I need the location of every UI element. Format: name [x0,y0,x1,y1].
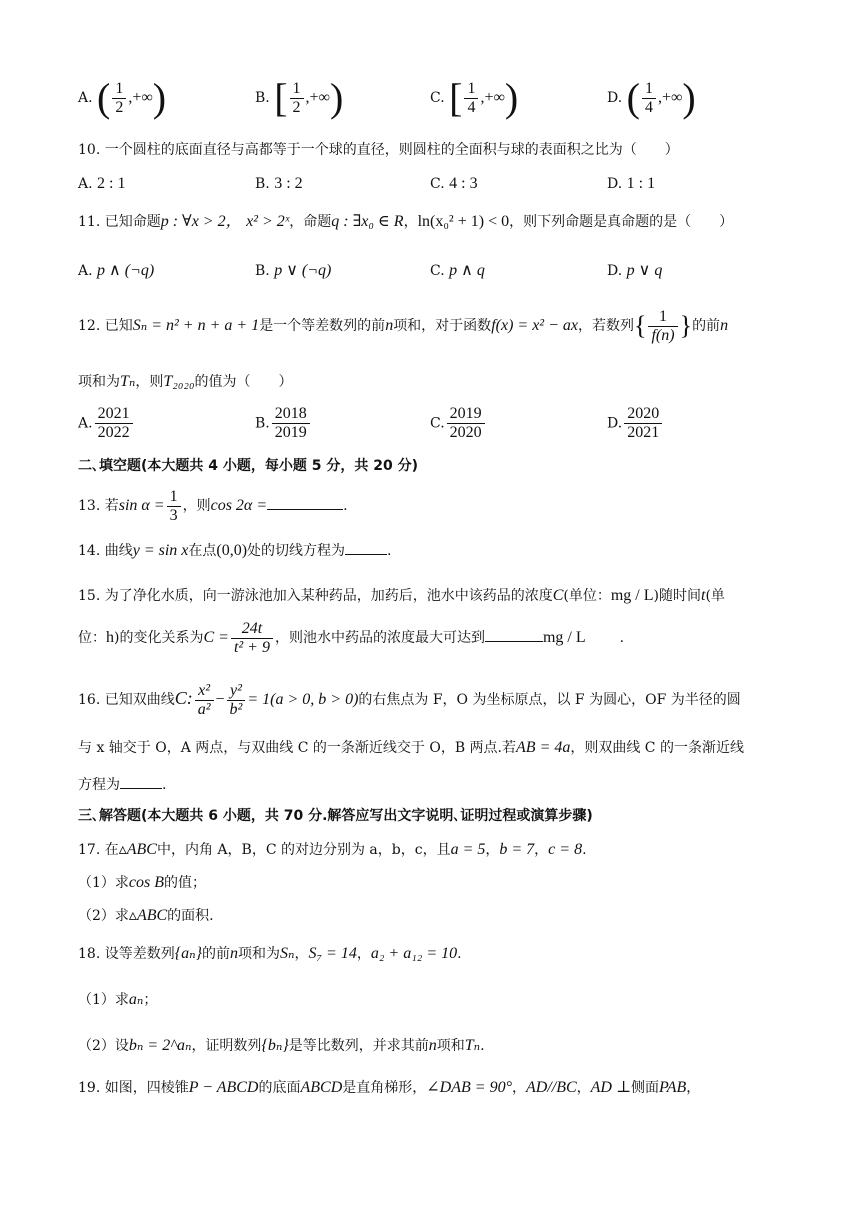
math: T₂₀₂₀ [163,373,195,390]
fraction [648,308,677,345]
option-letter: D. [607,176,623,192]
math: cos 2α = [210,497,268,514]
q18-part1 [78,990,157,1010]
denominator: 3 [169,506,178,524]
math: ∠DAB = 90° [426,1079,512,1096]
numerator: x² [195,682,214,701]
question-number: 16. [78,692,101,708]
math: a₂ + a₁₂ = 10 [370,945,458,962]
stem-text: 位： [78,630,106,646]
stem-text: . [582,842,587,858]
fraction [447,405,485,442]
stem-text: (单位： [563,588,611,604]
interval-tail: ,+∞ [480,89,505,106]
fraction [624,405,662,442]
q12-option-d [607,405,664,442]
q12-stem-line2 [78,372,293,392]
stem-text: 与 x 轴交于 O，A 两点，与双曲线 C 的一条渐近线交于 O，B 两点.若 [78,740,517,756]
math: {bₙ} [261,1037,289,1054]
stem-text: 项和为 [78,374,120,390]
numerator: 1 [642,80,656,99]
numerator: 1 [290,80,304,99]
stem-text: 的值为（ ） [194,374,293,390]
math: f(x) = x² − ax [491,317,578,334]
stem-text: ， [576,1080,591,1096]
question-number: 13. [78,498,101,514]
stem-text: （2）求 [78,908,129,924]
stem-text: 的面积. [167,908,214,924]
option-value: 4 : 3 [449,175,478,192]
math: AD ⊥ [590,1079,632,1096]
q12-option-a [78,405,135,442]
q17-part2 [78,906,214,926]
q9-option-d [607,75,696,120]
paren: ) [682,75,696,120]
q11-option-a [78,260,154,280]
q12-option-b [255,405,312,442]
paren: ( [97,75,111,120]
numerator: 1 [464,80,478,99]
option-letter: B. [255,176,270,192]
option-letter: D. [607,263,623,279]
option-value: 1 : 1 [626,175,656,192]
paren: ) [152,75,167,120]
option-letter: D. [607,415,623,432]
stem-text: 已知双曲线 [104,692,175,708]
q16-stem [78,676,741,722]
math: p : ∀x > 2， [160,213,242,230]
math: (0,0) [216,542,248,559]
q18-part2 [78,1036,485,1056]
numerator: 1 [167,488,181,507]
stem-text: (单 [705,588,725,604]
denominator: f(n) [651,326,675,344]
stem-text: ，则池水中药品的浓度最大可达到 [274,630,485,646]
section-heading-solutions: 三､解答题(本大题共 6 小题，共 70 分.解答应写出文字说明､证明过程或演算步骤) [78,808,593,824]
option-letter: C. [430,176,445,192]
stem-text: 的值； [164,875,207,891]
q14-stem [78,540,392,561]
numerator: 1 [648,308,677,327]
stem-text: 19. 如图，四棱锥 [78,1080,189,1096]
denominator: 2 [115,98,124,116]
q10-option-d [607,175,655,193]
math: aₙ [128,991,144,1008]
stem-text: . [387,543,392,559]
interval-tail: ,+∞ [128,89,153,106]
stem-text: 的右焦点为 F，O 为坐标原点，以 F 为圆心，OF 为半径的圆 [358,692,741,708]
numerator: 2021 [95,405,133,424]
math: sin α = [118,497,165,514]
denominator: 2022 [97,424,130,441]
stem-text: ，则 [182,498,211,514]
stem-text: ， [294,946,309,962]
stem-text: ，则下列命题是真命题的是（ ） [509,214,734,230]
q9-option-c [430,75,519,120]
stem-text: 是直角梯形， [342,1080,427,1096]
q15-stem-line2 [78,618,624,658]
stem-text: 的底面 [258,1080,301,1096]
stem-text: 已知 [104,318,133,334]
math: cos B [128,874,165,891]
q10-option-c [430,175,478,193]
math: C [552,587,564,604]
denominator: 2019 [274,424,307,441]
math: PAB [659,1079,687,1096]
math: C = [203,629,229,646]
paren: ) [329,75,344,120]
fraction [195,682,214,719]
question-number: 12. [78,318,101,334]
fraction [464,80,478,117]
option-letter: A. [78,415,93,432]
option-letter: B. [255,415,270,432]
math: ABCD [300,1079,343,1096]
q16-stem-line3 [78,774,166,795]
stem-text: 是等比数列，并求其前 [288,1038,429,1054]
paren: ) [504,75,519,120]
math: n [230,945,238,962]
numerator: 24t [231,620,273,639]
math: Tₙ [464,1037,481,1054]
math: a = 5 [450,841,486,858]
math: Sₙ [280,945,295,962]
stem-text: ，则双曲线 C 的一条渐近线 [570,740,744,756]
answer-blank[interactable] [267,495,343,510]
stem-text: 的前 [692,318,721,334]
numerator: y² [227,682,246,701]
stem-text: ， [534,842,549,858]
question-number: 14. [78,543,101,559]
stem-text: ，证明数列 [191,1038,262,1054]
stem-text: ， [356,946,371,962]
stem-text: )随时间 [653,588,701,604]
math: − [215,691,225,708]
stem-text: 17. 在 [78,842,119,858]
stem-text: 15. 为了净化水质，向一游泳池加入某种药品，加药后，池水中该药品的浓度 [78,588,553,604]
stem-text: . [162,777,167,793]
option-letter: B. [255,263,270,279]
stem-text: 的前 [202,946,230,962]
q11-option-d [607,260,662,280]
math: P − ABCD [188,1079,259,1096]
q18-stem [78,944,462,964]
paren: [ [274,75,288,120]
stem-text: . [343,498,348,514]
answer-blank[interactable] [120,774,162,789]
option-letter: A. [78,176,93,192]
stem-text: 在点 [188,543,217,559]
math: = 1(a > 0, b > 0) [247,691,359,708]
stem-text: 已知命题 [104,214,161,230]
interval-tail: ,+∞ [657,89,683,106]
option-value: 2 : 1 [97,175,126,192]
brace: } [679,311,693,340]
q17-part1 [78,873,206,893]
option-letter: C. [430,90,445,106]
option-letter: D. [607,90,623,106]
stem-text: . [457,946,462,962]
denominator: 2021 [627,424,660,441]
q9-option-a [78,75,167,120]
q10-option-b [255,175,303,193]
unit: mg / L [542,629,586,646]
paren: [ [449,75,463,120]
math: C: [174,688,193,708]
denominator: 4 [644,98,653,116]
stem-text: ； [143,992,158,1008]
section-heading-fill-in: 二､填空题(本大题共 4 小题，每小题 5 分，共 20 分) [78,458,419,474]
option-value: p ∨ q [626,262,663,279]
stem-text: ，则 [135,374,164,390]
denominator: 4 [467,98,476,116]
stem-text: 若 [104,498,119,514]
stem-text: 18. 设等差数列 [78,946,175,962]
numerator: 2020 [624,405,662,424]
stem-text: 项和为 [238,946,280,962]
math: n [428,1037,437,1054]
numerator: 2019 [447,405,485,424]
math: b = 7 [499,841,535,858]
math: Tₙ [120,373,136,390]
stem-text: 侧面 [631,1080,660,1096]
q10-option-a [78,175,125,193]
q11-option-b [255,260,331,280]
math: q : ∃x₀ ∈ R [331,213,404,230]
fraction [290,80,304,117]
q13-stem [78,486,348,526]
math: n [385,317,394,334]
stem-text: 项和，对于函数 [393,318,492,334]
option-letter: A. [78,263,93,279]
fraction [642,80,656,117]
fraction [272,405,310,442]
math: t [701,587,706,604]
q11-option-c [430,260,485,280]
stem-text: 中，内角 A，B，C 的对边分别为 a，b，c，且 [156,842,451,858]
fraction [227,682,246,719]
stem-text: . [619,630,625,646]
option-value: p ∨ (¬q) [274,262,332,279]
math: ▵ABC [128,907,168,924]
stem-text: 曲线 [104,543,133,559]
brace: { [633,311,647,340]
q9-option-b [255,75,344,120]
unit: h [106,629,114,646]
numerator: 2018 [272,405,310,424]
stem-text: （2）设 [78,1038,129,1054]
paren: ( [626,75,640,120]
stem-text: ， [686,1080,701,1096]
option-letter: C. [430,263,445,279]
q12-option-c [430,405,487,442]
q12-stem [78,306,728,346]
answer-blank[interactable] [345,540,387,555]
stem-text: 项和 [436,1038,465,1054]
stem-text: 是一个等差数列的前 [259,318,386,334]
math: {aₙ} [174,945,202,962]
option-value: 3 : 2 [274,175,303,192]
denominator: 2020 [449,424,482,441]
math: x² > 2ˣ [246,213,290,230]
stem-text: . [480,1038,485,1054]
q10-stem: 10. 一个圆柱的底面直径与高都等于一个球的直径，则圆柱的全面积与球的表面积之比为（ ） [78,142,679,158]
fraction [231,620,273,657]
option-value: p ∧ q [449,262,485,279]
math: Sₙ = n² + n + a + 1 [132,317,260,334]
fraction [95,405,133,442]
stem-text: ，若数列 [577,318,634,334]
stem-text: )的变化关系为 [114,630,204,646]
numerator: 1 [112,80,126,99]
q16-stem-line2 [78,738,744,758]
math: ▵ABC [118,841,157,858]
q15-stem [78,586,725,606]
denominator: b² [229,700,243,718]
math: ln(x₀² + 1) < 0 [417,213,510,230]
q17-stem [78,840,587,860]
math: c = 8 [548,841,583,858]
math: S₇ = 14 [308,945,357,962]
option-letter: B. [255,90,270,106]
math: y = sin x [132,542,189,559]
denominator: 2 [292,98,301,116]
q11-stem [78,212,733,232]
fraction [167,488,181,525]
stem-text: ， [485,842,500,858]
stem-text: ，命题 [289,214,332,230]
q19-stem [78,1078,700,1098]
stem-text: 处的切线方程为 [247,543,346,559]
stem-text: ， [511,1080,526,1096]
option-letter: C. [430,415,445,432]
math: n [720,317,729,334]
stem-text: （1）求 [78,875,129,891]
math: AD//BC [525,1079,577,1096]
interval-tail: ,+∞ [305,89,330,106]
unit: mg / L [610,587,654,604]
question-number: 11. [78,214,101,230]
answer-blank[interactable] [485,627,543,642]
math: AB = 4a [516,739,571,756]
option-letter: A. [78,90,93,106]
stem-text: 方程为 [78,777,120,793]
option-value: p ∧ (¬q) [97,262,155,279]
stem-text: ， [403,214,418,230]
denominator: t² + 9 [233,638,270,656]
fraction [112,80,126,117]
math: bₙ = 2^aₙ [128,1037,192,1054]
denominator: a² [197,700,211,718]
stem-text: （1）求 [78,992,129,1008]
